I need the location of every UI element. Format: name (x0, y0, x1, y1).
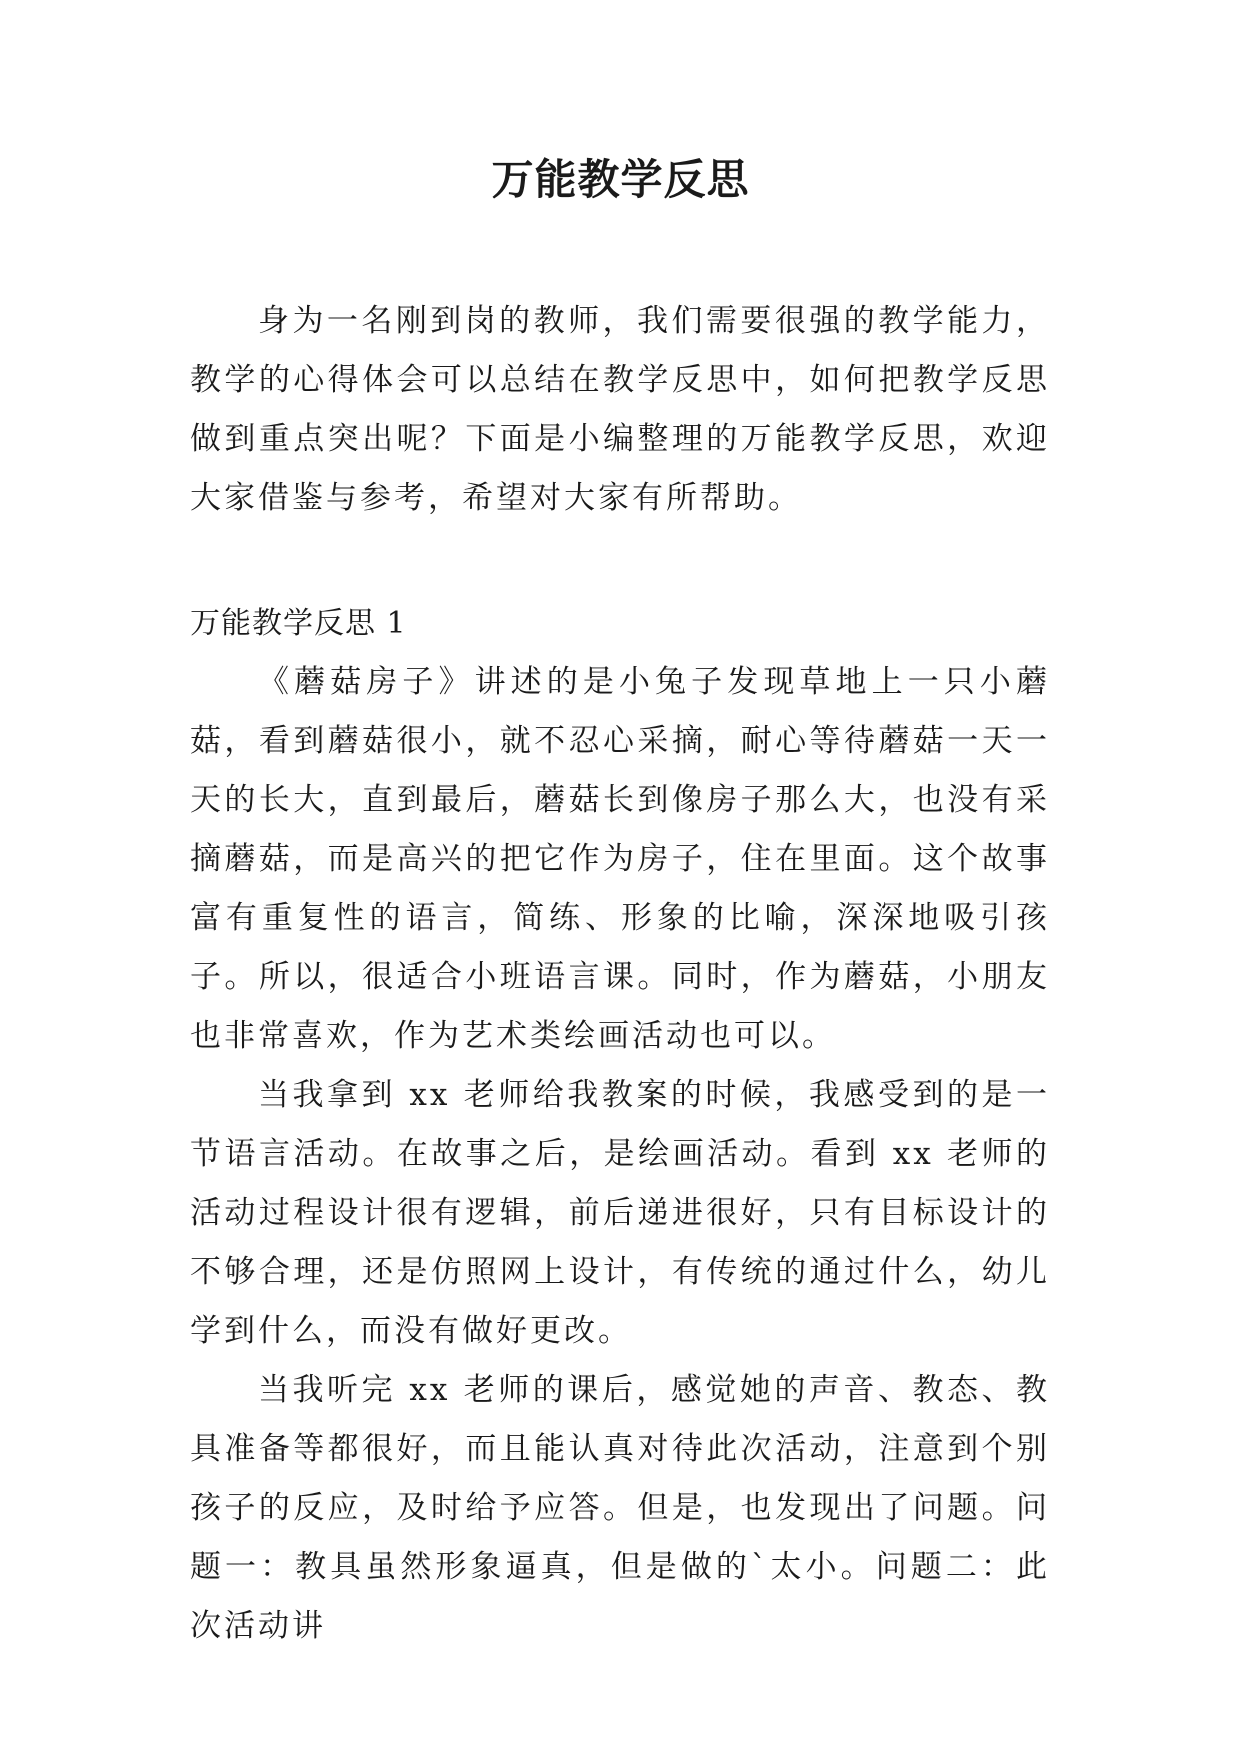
body-paragraph-2: 当我拿到 xx 老师给我教案的时候，我感受到的是一节语言活动。在故事之后，是绘画活动。看到 xx 老师的活动过程设计很有逻辑，前后递进很好，只有目标设计的不够合理，还是仿照网上设计，有传统的通过什么，幼儿学到什么，而没有做好更改。 (190, 1077, 1050, 1349)
intro-paragraph: 身为一名刚到岗的教师，我们需要很强的教学能力，教学的心得体会可以总结在教学反思中，如何把教学反思做到重点突出呢？下面是小编整理的万能教学反思，欢迎大家借鉴与参考，希望对大家有所帮助。 (190, 303, 1050, 516)
document-title: 万能教学反思 (491, 155, 750, 204)
document-body (190, 292, 1050, 1656)
body-paragraph-3: 当我听完 xx 老师的课后，感觉她的声音、教态、教具准备等都很好，而且能认真对待此次活动，注意到个别孩子的反应，及时给予应答。但是，也发现出了问题。问题一：教具虽然形象逼真，但是做的`太小。问题二：此次活动讲 (190, 1372, 1050, 1644)
section-heading: 万能教学反思 1 (190, 606, 407, 641)
body-paragraph-1: 《蘑菇房子》讲述的是小兔子发现草地上一只小蘑菇，看到蘑菇很小，就不忍心采摘，耐心等待蘑菇一天一天的长大，直到最后，蘑菇长到像房子那么大，也没有采摘蘑菇，而是高兴的把它作为房子，住在里面。这个故事富有重复性的语言，简练、形象的比喻，深深地吸引孩子。所以，很适合小班语言课。同时，作为蘑菇，小朋友也非常喜欢，作为艺术类绘画活动也可以。 (190, 664, 1050, 1054)
